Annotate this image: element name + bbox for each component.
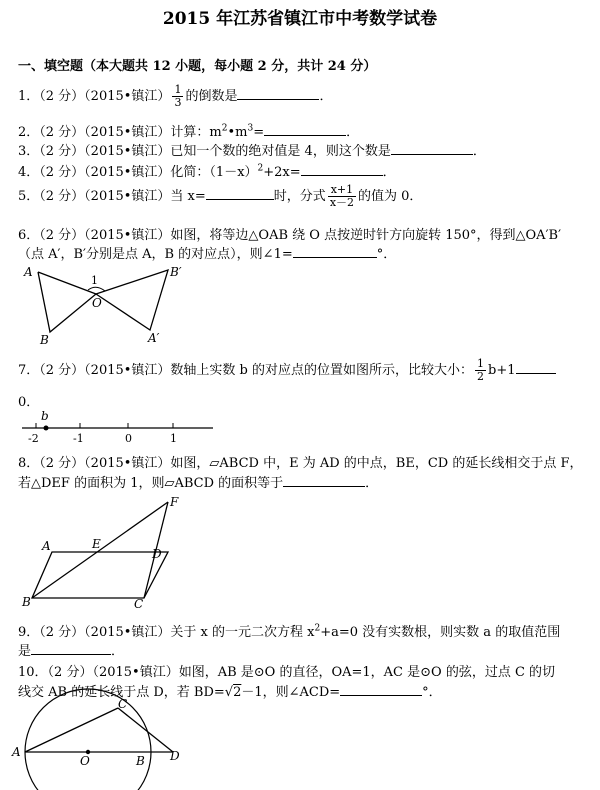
q4-prefix: 4．（2 分）（2015•镇江）化简：（1－x） xyxy=(18,165,258,180)
q5-prefix: 5．（2 分）（2015•镇江）当 x= xyxy=(18,189,206,204)
circle-o xyxy=(25,689,151,790)
label-a: A xyxy=(12,745,21,759)
q2-post: = xyxy=(253,125,265,140)
label-b: B xyxy=(136,754,145,768)
triangle-oa2b2 xyxy=(96,270,168,330)
q7-line-2: 0． xyxy=(18,395,40,410)
q1-denominator: 3 xyxy=(174,96,182,109)
section-heading: 一、填空题（本大题共 12 小题，每小题 2 分，共计 24 分） xyxy=(18,59,377,74)
q10-end: °． xyxy=(422,685,442,700)
q10-answer-blank[interactable] xyxy=(340,685,422,696)
q5-denominator: x－2 xyxy=(329,196,355,209)
label-o: O xyxy=(92,296,102,310)
question-5 xyxy=(18,184,422,209)
q1-numerator: 1 xyxy=(174,83,182,96)
question-2 xyxy=(18,121,359,140)
question-7 xyxy=(18,358,556,383)
label-f: F xyxy=(170,495,179,509)
q1-prefix: 1．（2 分）（2015•镇江） xyxy=(18,89,171,104)
q10-sqrt-value: 2 xyxy=(233,685,242,700)
page-title: 2015 年江苏省镇江市中考数学试卷 xyxy=(162,9,438,29)
tick-label-neg2: -2 xyxy=(28,432,39,445)
q1-text: 的倒数是 xyxy=(185,89,238,104)
sqrt-symbol: √ xyxy=(224,685,234,700)
q2-answer-blank[interactable] xyxy=(264,125,346,136)
q9-post: +a=0 没有实数根，则实数 a 的取值范围 xyxy=(320,625,561,640)
label-a: A xyxy=(24,265,33,279)
question-8-line-1: 8．（2 分）（2015•镇江）如图，▱ABCD 中，E 为 AD 的中点，BE，CD 的延长线相交于点 F， xyxy=(18,456,583,471)
q9-answer-blank[interactable] xyxy=(31,644,111,655)
q10-line2-prefix: 线交 AB 的延长线于点 D，若 BD= xyxy=(18,685,225,700)
q9-prefix: 9．（2 分）（2015•镇江）关于 x 的一元二次方程 x xyxy=(18,625,315,640)
figure-8-parallelogram xyxy=(18,494,198,612)
q4-post: +2x= xyxy=(263,165,301,180)
parallelogram-abcd xyxy=(32,552,168,598)
label-b: b xyxy=(41,409,49,423)
q2-end: ． xyxy=(346,125,360,140)
q6-answer-blank[interactable] xyxy=(293,247,377,258)
figure-7-number-line xyxy=(18,410,218,445)
tick-label-0: 0 xyxy=(125,432,132,445)
question-4 xyxy=(18,161,396,180)
question-3 xyxy=(18,140,486,159)
label-o: O xyxy=(80,754,90,768)
label-a-prime: A′ xyxy=(148,331,160,345)
q7-fraction xyxy=(475,358,486,383)
q5-post: 的值为 0． xyxy=(358,189,423,204)
label-c: C xyxy=(118,697,128,711)
label-c: C xyxy=(134,597,144,611)
angle-1-arc xyxy=(88,287,105,291)
q1-fraction xyxy=(172,84,183,109)
q7-numerator: 1 xyxy=(477,357,485,370)
question-6-line-1: 6．（2 分）（2015•镇江）如图，将等边△OAB 绕 O 点按逆时针方向旋转 150°，得到△OA′B′ xyxy=(18,228,562,243)
question-9 xyxy=(18,621,560,640)
q7-answer-blank[interactable] xyxy=(516,363,556,374)
q1-answer-blank[interactable] xyxy=(237,89,319,100)
label-d: D xyxy=(152,547,162,561)
q7-prefix: 7．（2 分）（2015•镇江）数轴上实数 b 的对应点的位置如图所示，比较大小： xyxy=(18,363,474,378)
q3-end: ． xyxy=(472,144,486,159)
q4-end: ． xyxy=(382,165,396,180)
q2-mid: •m xyxy=(227,125,248,140)
q9-line2-text: 是 xyxy=(18,644,32,659)
q5-numerator: x+1 xyxy=(328,184,356,197)
question-9-line-2 xyxy=(18,640,124,659)
q2-exp1: 2 xyxy=(221,123,228,134)
question-1 xyxy=(18,84,332,109)
question-6-line-2 xyxy=(18,243,396,262)
q3-answer-blank[interactable] xyxy=(391,144,473,155)
tick-label-1: 1 xyxy=(170,432,177,445)
q7-denominator: 2 xyxy=(477,370,485,383)
q5-fraction xyxy=(328,184,356,209)
q2-prefix: 2．（2 分）（2015•镇江）计算：m xyxy=(18,125,222,140)
q6-line2-text: （点 A′，B′分别是点 A，B 的对应点），则∠1= xyxy=(18,247,293,262)
q8-answer-blank[interactable] xyxy=(283,476,365,487)
label-b: B xyxy=(22,595,31,609)
q5-answer-blank[interactable] xyxy=(206,189,274,200)
figure-10-circle xyxy=(12,697,198,790)
q7-post: b+1 xyxy=(488,363,516,378)
q9-exp: 2 xyxy=(314,623,321,634)
label-angle-1: 1 xyxy=(91,274,98,287)
label-a: A xyxy=(42,539,51,553)
q3-text: 3．（2 分）（2015•镇江）已知一个数的绝对值是 4，则这个数是 xyxy=(18,144,391,159)
q1-end: ． xyxy=(319,89,333,104)
q6-end: °． xyxy=(376,247,397,262)
triangle-oab xyxy=(38,272,96,332)
q8-end: ． xyxy=(365,476,379,491)
chord-ac xyxy=(25,708,118,752)
label-b-prime: B′ xyxy=(170,265,182,279)
tick-label-neg1: -1 xyxy=(73,432,84,445)
q4-exp: 2 xyxy=(257,163,264,174)
tangent-cd xyxy=(118,708,173,752)
figure-6-rotated-triangles xyxy=(18,262,198,347)
q2-exp2: 3 xyxy=(247,123,254,134)
q10-line2-mid: －1，则∠ACD= xyxy=(241,685,341,700)
question-10-line-2 xyxy=(18,681,442,700)
label-e: E xyxy=(92,537,101,551)
q8-line2-text: 若△DEF 的面积为 1，则▱ABCD 的面积等于 xyxy=(18,476,284,491)
question-10-line-1: 10．（2 分）（2015•镇江）如图，AB 是⊙O 的直径，OA=1，AC 是⊙O 的弦，过点 C 的切 xyxy=(18,665,556,680)
q9-end: ． xyxy=(111,644,125,659)
question-8-line-2 xyxy=(18,472,378,491)
point-b xyxy=(44,426,49,431)
label-b: B xyxy=(40,333,49,347)
q5-mid: 时，分式 xyxy=(273,189,326,204)
q4-answer-blank[interactable] xyxy=(301,165,383,176)
label-d: D xyxy=(170,749,180,763)
